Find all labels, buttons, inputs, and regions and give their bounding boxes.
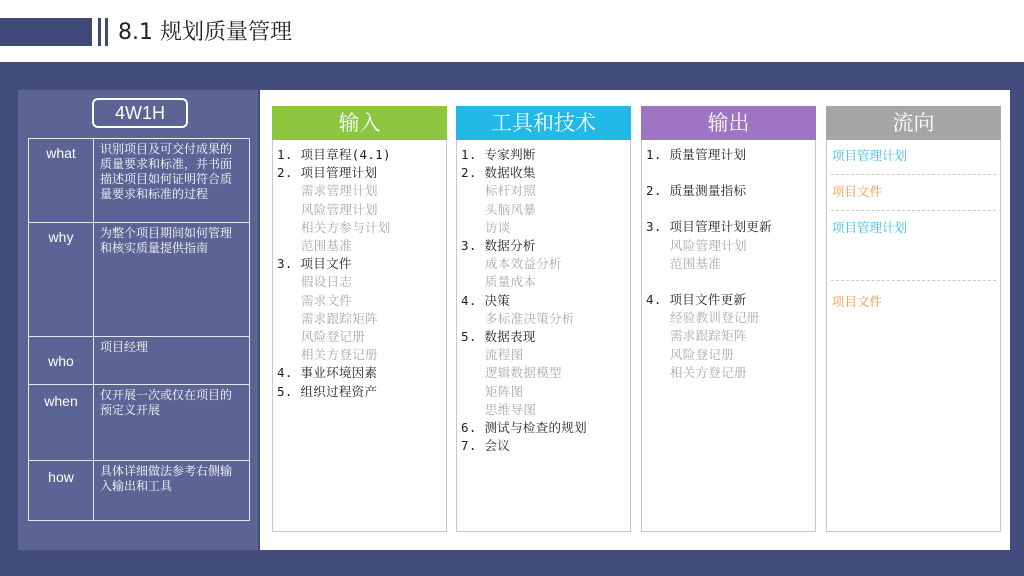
list-item: 1. 项目章程(4.1) — [277, 147, 391, 162]
list-subitem: 访谈 — [485, 219, 511, 235]
output-column — [641, 106, 816, 532]
list-subitem: 思维导图 — [485, 401, 537, 417]
row-key: when — [29, 385, 94, 461]
flow-item: 项目管理计划 — [832, 148, 908, 163]
list-subitem: 假设日志 — [301, 274, 353, 290]
row-text: 项目经理 — [94, 337, 250, 385]
list-item: 4. 项目文件更新 — [646, 292, 747, 308]
list-subitem: 标杆对照 — [485, 183, 537, 199]
row-text: 仅开展一次或仅在项目的预定义开展 — [94, 385, 250, 461]
list-subitem: 范围基准 — [670, 255, 722, 271]
table-row — [29, 223, 250, 337]
list-item: 7. 会议 — [461, 438, 511, 454]
row-text: 为整个项目期间如何管理和核实质量提供指南 — [94, 223, 250, 337]
divider — [831, 280, 996, 281]
list-item: 6. 测试与检查的规划 — [461, 420, 587, 436]
list-item: 2. 质量测量指标 — [646, 183, 747, 199]
page-title: 8.1 规划质量管理 — [118, 20, 292, 45]
divider — [831, 210, 996, 211]
list-subitem: 质量成本 — [485, 274, 537, 290]
list-subitem: 经验教训登记册 — [670, 310, 760, 326]
list-subitem: 需求管理计划 — [301, 183, 378, 199]
list-subitem: 逻辑数据模型 — [485, 365, 562, 381]
list-subitem: 风险登记册 — [301, 329, 366, 345]
list-subitem: 相关方参与计划 — [301, 219, 391, 235]
table-row — [29, 337, 250, 385]
list-subitem: 需求跟踪矩阵 — [301, 310, 378, 326]
list-item: 5. 组织过程资产 — [277, 383, 378, 399]
list-item: 4. 决策 — [461, 292, 511, 308]
itto-card — [260, 90, 1010, 550]
list-item: 2. 项目管理计划 — [277, 165, 378, 181]
list-item: 3. 项目文件 — [277, 256, 352, 272]
divider — [831, 174, 996, 175]
flow-column — [826, 106, 1001, 532]
input-column-body — [272, 140, 447, 532]
tools-column-body — [456, 140, 631, 532]
table-row — [29, 139, 250, 223]
list-item: 3. 数据分析 — [461, 238, 536, 254]
header-accent-tick — [98, 18, 101, 46]
list-item: 1. 专家判断 — [461, 147, 536, 162]
list-subitem: 头脑风暴 — [485, 201, 537, 217]
output-column-header: 输出 — [641, 106, 816, 140]
output-column-body — [641, 140, 816, 532]
tools-column — [456, 106, 631, 532]
list-subitem: 需求文件 — [301, 292, 353, 308]
table-row — [29, 461, 250, 521]
flow-item: 项目管理计划 — [832, 220, 908, 235]
row-key: why — [29, 223, 94, 337]
row-key: what — [29, 139, 94, 223]
four-w-one-h-badge: 4W1H — [92, 98, 188, 128]
flow-column-header: 流向 — [826, 106, 1001, 140]
row-text: 具体详细做法参考右侧输入输出和工具 — [94, 461, 250, 521]
list-subitem: 矩阵图 — [485, 383, 524, 399]
list-item: 2. 数据收集 — [461, 165, 536, 181]
list-subitem: 风险登记册 — [670, 346, 735, 362]
flow-item: 项目文件 — [832, 294, 883, 309]
header-accent-tick — [105, 18, 108, 46]
four-w-one-h-panel — [18, 90, 258, 550]
flow-column-body — [826, 140, 1001, 532]
list-subitem: 需求跟踪矩阵 — [670, 328, 747, 344]
input-column — [272, 106, 447, 532]
list-item: 5. 数据表现 — [461, 329, 536, 345]
list-subitem: 多标准决策分析 — [485, 310, 575, 326]
list-subitem: 风险管理计划 — [670, 237, 747, 253]
tools-column-header: 工具和技术 — [456, 106, 631, 140]
list-subitem: 相关方登记册 — [670, 364, 747, 380]
list-item: 4. 事业环境因素 — [277, 365, 378, 381]
row-text: 识别项目及可交付成果的质量要求和标准，并书面描述项目如何证明符合质量要求和标准的过程 — [94, 139, 250, 223]
list-subitem: 风险管理计划 — [301, 201, 378, 217]
list-item: 3. 项目管理计划更新 — [646, 219, 772, 235]
input-column-header: 输入 — [272, 106, 447, 140]
flow-item: 项目文件 — [832, 184, 883, 199]
list-subitem: 范围基准 — [301, 238, 353, 254]
four-w-one-h-table — [28, 138, 250, 521]
list-subitem: 成本效益分析 — [485, 256, 562, 272]
row-key: how — [29, 461, 94, 521]
row-key: who — [29, 337, 94, 385]
list-subitem: 流程图 — [485, 347, 524, 363]
table-row — [29, 385, 250, 461]
list-item: 1. 质量管理计划 — [646, 147, 747, 162]
header-accent-bar — [0, 18, 92, 46]
list-subitem: 相关方登记册 — [301, 347, 378, 363]
